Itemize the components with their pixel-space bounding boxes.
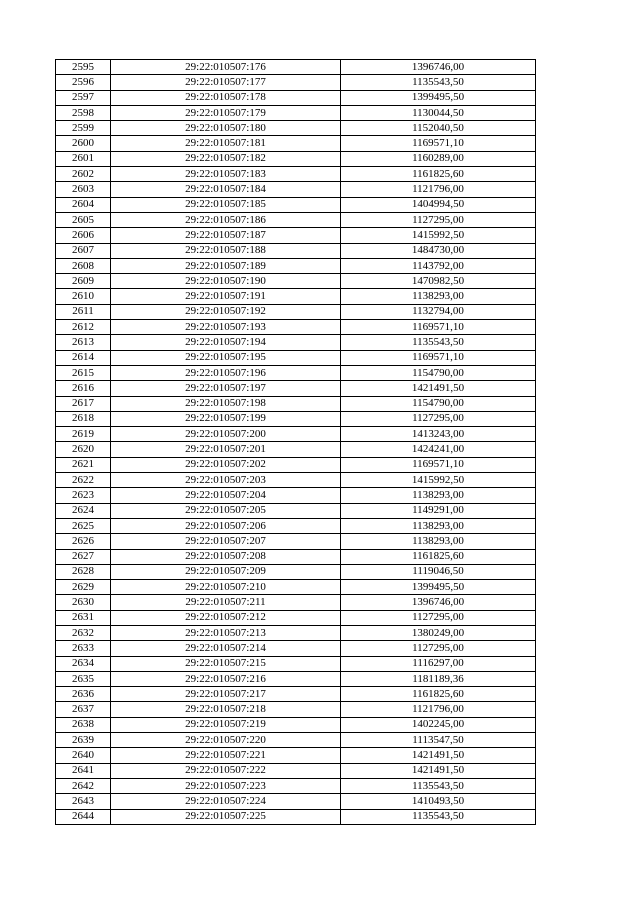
table-row (56, 411, 536, 426)
table-row (56, 105, 536, 120)
table-row (56, 595, 536, 610)
cadastral-number-cell: 29:22:010507:182 (111, 151, 341, 166)
cadastral-value-table (55, 59, 536, 825)
table-row (56, 473, 536, 488)
table-row (56, 442, 536, 457)
cadastral-number-cell: 29:22:010507:190 (111, 274, 341, 289)
cadastral-value-cell: 1121796,00 (341, 702, 536, 717)
cadastral-number-cell: 29:22:010507:224 (111, 794, 341, 809)
cadastral-number-cell: 29:22:010507:184 (111, 182, 341, 197)
cadastral-number-cell: 29:22:010507:188 (111, 243, 341, 258)
row-number-cell: 2623 (56, 488, 111, 503)
cadastral-value-cell: 1127295,00 (341, 212, 536, 227)
table-row (56, 258, 536, 273)
row-number-cell: 2597 (56, 90, 111, 105)
cadastral-value-cell: 1135543,50 (341, 75, 536, 90)
cadastral-value-cell: 1415992,50 (341, 473, 536, 488)
row-number-cell: 2621 (56, 457, 111, 472)
cadastral-number-cell: 29:22:010507:196 (111, 365, 341, 380)
cadastral-value-cell: 1149291,00 (341, 503, 536, 518)
table-row (56, 243, 536, 258)
cadastral-value-cell: 1116297,00 (341, 656, 536, 671)
table-row (56, 610, 536, 625)
cadastral-number-cell: 29:22:010507:189 (111, 258, 341, 273)
cadastral-value-cell: 1135543,50 (341, 335, 536, 350)
table-row (56, 457, 536, 472)
row-number-cell: 2617 (56, 396, 111, 411)
row-number-cell: 2607 (56, 243, 111, 258)
cadastral-value-cell: 1143792,00 (341, 258, 536, 273)
cadastral-number-cell: 29:22:010507:209 (111, 564, 341, 579)
cadastral-number-cell: 29:22:010507:179 (111, 105, 341, 120)
cadastral-value-cell: 1421491,50 (341, 748, 536, 763)
cadastral-value-cell: 1424241,00 (341, 442, 536, 457)
cadastral-number-cell: 29:22:010507:201 (111, 442, 341, 457)
cadastral-number-cell: 29:22:010507:192 (111, 304, 341, 319)
row-number-cell: 2616 (56, 381, 111, 396)
row-number-cell: 2610 (56, 289, 111, 304)
table-row (56, 518, 536, 533)
cadastral-value-cell: 1138293,00 (341, 534, 536, 549)
row-number-cell: 2599 (56, 121, 111, 136)
cadastral-value-cell: 1413243,00 (341, 427, 536, 442)
cadastral-number-cell: 29:22:010507:200 (111, 427, 341, 442)
cadastral-number-cell: 29:22:010507:225 (111, 809, 341, 824)
row-number-cell: 2629 (56, 580, 111, 595)
table-row (56, 778, 536, 793)
cadastral-number-cell: 29:22:010507:187 (111, 228, 341, 243)
cadastral-number-cell: 29:22:010507:210 (111, 580, 341, 595)
table-row (56, 167, 536, 182)
cadastral-value-cell: 1169571,10 (341, 457, 536, 472)
cadastral-number-cell: 29:22:010507:176 (111, 60, 341, 75)
row-number-cell: 2615 (56, 365, 111, 380)
row-number-cell: 2642 (56, 778, 111, 793)
table-row (56, 228, 536, 243)
row-number-cell: 2626 (56, 534, 111, 549)
table-row (56, 702, 536, 717)
row-number-cell: 2638 (56, 717, 111, 732)
cadastral-number-cell: 29:22:010507:186 (111, 212, 341, 227)
table-row (56, 75, 536, 90)
cadastral-number-cell: 29:22:010507:213 (111, 625, 341, 640)
row-number-cell: 2624 (56, 503, 111, 518)
cadastral-number-cell: 29:22:010507:191 (111, 289, 341, 304)
table-row (56, 534, 536, 549)
row-number-cell: 2632 (56, 625, 111, 640)
row-number-cell: 2641 (56, 763, 111, 778)
row-number-cell: 2604 (56, 197, 111, 212)
cadastral-value-cell: 1154790,00 (341, 365, 536, 380)
table-row (56, 625, 536, 640)
table-row (56, 656, 536, 671)
row-number-cell: 2595 (56, 60, 111, 75)
cadastral-value-cell: 1161825,60 (341, 167, 536, 182)
cadastral-number-cell: 29:22:010507:221 (111, 748, 341, 763)
cadastral-number-cell: 29:22:010507:214 (111, 641, 341, 656)
table-row (56, 350, 536, 365)
cadastral-number-cell: 29:22:010507:216 (111, 671, 341, 686)
cadastral-value-cell: 1119046,50 (341, 564, 536, 579)
table-row (56, 717, 536, 732)
table-row (56, 580, 536, 595)
row-number-cell: 2613 (56, 335, 111, 350)
row-number-cell: 2598 (56, 105, 111, 120)
cadastral-number-cell: 29:22:010507:199 (111, 411, 341, 426)
row-number-cell: 2596 (56, 75, 111, 90)
table-row (56, 641, 536, 656)
row-number-cell: 2633 (56, 641, 111, 656)
table-row (56, 182, 536, 197)
row-number-cell: 2640 (56, 748, 111, 763)
row-number-cell: 2634 (56, 656, 111, 671)
row-number-cell: 2605 (56, 212, 111, 227)
cadastral-value-cell: 1161825,60 (341, 687, 536, 702)
table-row (56, 60, 536, 75)
cadastral-number-cell: 29:22:010507:217 (111, 687, 341, 702)
table-row (56, 365, 536, 380)
cadastral-value-cell: 1470982,50 (341, 274, 536, 289)
cadastral-value-cell: 1130044,50 (341, 105, 536, 120)
cadastral-value-cell: 1421491,50 (341, 381, 536, 396)
table-row (56, 549, 536, 564)
row-number-cell: 2618 (56, 411, 111, 426)
cadastral-value-cell: 1161825,60 (341, 549, 536, 564)
table-row (56, 427, 536, 442)
cadastral-number-cell: 29:22:010507:180 (111, 121, 341, 136)
table-row (56, 197, 536, 212)
row-number-cell: 2603 (56, 182, 111, 197)
cadastral-number-cell: 29:22:010507:206 (111, 518, 341, 533)
table-row (56, 121, 536, 136)
table-row (56, 396, 536, 411)
table-row (56, 335, 536, 350)
table-row (56, 320, 536, 335)
cadastral-number-cell: 29:22:010507:185 (111, 197, 341, 212)
table-row (56, 794, 536, 809)
row-number-cell: 2611 (56, 304, 111, 319)
cadastral-value-cell: 1169571,10 (341, 320, 536, 335)
cadastral-number-cell: 29:22:010507:202 (111, 457, 341, 472)
row-number-cell: 2612 (56, 320, 111, 335)
table-row (56, 289, 536, 304)
row-number-cell: 2619 (56, 427, 111, 442)
cadastral-number-cell: 29:22:010507:193 (111, 320, 341, 335)
cadastral-number-cell: 29:22:010507:219 (111, 717, 341, 732)
cadastral-number-cell: 29:22:010507:198 (111, 396, 341, 411)
cadastral-number-cell: 29:22:010507:211 (111, 595, 341, 610)
cadastral-value-cell: 1399495,50 (341, 580, 536, 595)
cadastral-value-cell: 1410493,50 (341, 794, 536, 809)
table-row (56, 763, 536, 778)
row-number-cell: 2600 (56, 136, 111, 151)
cadastral-value-cell: 1484730,00 (341, 243, 536, 258)
cadastral-number-cell: 29:22:010507:222 (111, 763, 341, 778)
cadastral-number-cell: 29:22:010507:204 (111, 488, 341, 503)
row-number-cell: 2620 (56, 442, 111, 457)
row-number-cell: 2614 (56, 350, 111, 365)
cadastral-number-cell: 29:22:010507:207 (111, 534, 341, 549)
cadastral-number-cell: 29:22:010507:218 (111, 702, 341, 717)
cadastral-number-cell: 29:22:010507:220 (111, 733, 341, 748)
row-number-cell: 2631 (56, 610, 111, 625)
cadastral-value-cell: 1138293,00 (341, 518, 536, 533)
table-row (56, 671, 536, 686)
cadastral-value-cell: 1127295,00 (341, 641, 536, 656)
cadastral-value-cell: 1138293,00 (341, 289, 536, 304)
cadastral-value-cell: 1415992,50 (341, 228, 536, 243)
row-number-cell: 2639 (56, 733, 111, 748)
row-number-cell: 2627 (56, 549, 111, 564)
row-number-cell: 2609 (56, 274, 111, 289)
cadastral-value-cell: 1380249,00 (341, 625, 536, 640)
row-number-cell: 2601 (56, 151, 111, 166)
cadastral-number-cell: 29:22:010507:197 (111, 381, 341, 396)
row-number-cell: 2608 (56, 258, 111, 273)
cadastral-value-cell: 1402245,00 (341, 717, 536, 732)
row-number-cell: 2628 (56, 564, 111, 579)
table-row (56, 687, 536, 702)
table-row (56, 136, 536, 151)
cadastral-value-cell: 1127295,00 (341, 411, 536, 426)
cadastral-value-cell: 1169571,10 (341, 136, 536, 151)
table-row (56, 381, 536, 396)
cadastral-value-cell: 1169571,10 (341, 350, 536, 365)
table-row (56, 274, 536, 289)
cadastral-value-cell: 1396746,00 (341, 595, 536, 610)
cadastral-number-cell: 29:22:010507:203 (111, 473, 341, 488)
cadastral-number-cell: 29:22:010507:195 (111, 350, 341, 365)
table-row (56, 90, 536, 105)
table-row (56, 748, 536, 763)
cadastral-value-cell: 1113547,50 (341, 733, 536, 748)
row-number-cell: 2606 (56, 228, 111, 243)
cadastral-value-cell: 1154790,00 (341, 396, 536, 411)
cadastral-value-cell: 1396746,00 (341, 60, 536, 75)
cadastral-value-cell: 1399495,50 (341, 90, 536, 105)
table-body (56, 60, 536, 825)
cadastral-number-cell: 29:22:010507:208 (111, 549, 341, 564)
row-number-cell: 2625 (56, 518, 111, 533)
cadastral-number-cell: 29:22:010507:223 (111, 778, 341, 793)
cadastral-value-cell: 1135543,50 (341, 778, 536, 793)
table-row (56, 151, 536, 166)
cadastral-value-cell: 1421491,50 (341, 763, 536, 778)
table-row (56, 564, 536, 579)
row-number-cell: 2637 (56, 702, 111, 717)
row-number-cell: 2622 (56, 473, 111, 488)
row-number-cell: 2644 (56, 809, 111, 824)
cadastral-value-cell: 1160289,00 (341, 151, 536, 166)
table-row (56, 809, 536, 824)
table-row (56, 733, 536, 748)
cadastral-value-cell: 1181189,36 (341, 671, 536, 686)
cadastral-value-cell: 1121796,00 (341, 182, 536, 197)
cadastral-number-cell: 29:22:010507:178 (111, 90, 341, 105)
cadastral-value-cell: 1152040,50 (341, 121, 536, 136)
table-row (56, 488, 536, 503)
row-number-cell: 2602 (56, 167, 111, 182)
row-number-cell: 2636 (56, 687, 111, 702)
table-row (56, 304, 536, 319)
cadastral-number-cell: 29:22:010507:212 (111, 610, 341, 625)
cadastral-value-cell: 1132794,00 (341, 304, 536, 319)
table-row (56, 212, 536, 227)
row-number-cell: 2630 (56, 595, 111, 610)
cadastral-number-cell: 29:22:010507:183 (111, 167, 341, 182)
cadastral-number-cell: 29:22:010507:215 (111, 656, 341, 671)
cadastral-value-cell: 1138293,00 (341, 488, 536, 503)
cadastral-number-cell: 29:22:010507:205 (111, 503, 341, 518)
row-number-cell: 2643 (56, 794, 111, 809)
cadastral-value-cell: 1135543,50 (341, 809, 536, 824)
cadastral-value-cell: 1127295,00 (341, 610, 536, 625)
table-row (56, 503, 536, 518)
row-number-cell: 2635 (56, 671, 111, 686)
cadastral-number-cell: 29:22:010507:177 (111, 75, 341, 90)
cadastral-value-cell: 1404994,50 (341, 197, 536, 212)
cadastral-number-cell: 29:22:010507:194 (111, 335, 341, 350)
cadastral-number-cell: 29:22:010507:181 (111, 136, 341, 151)
